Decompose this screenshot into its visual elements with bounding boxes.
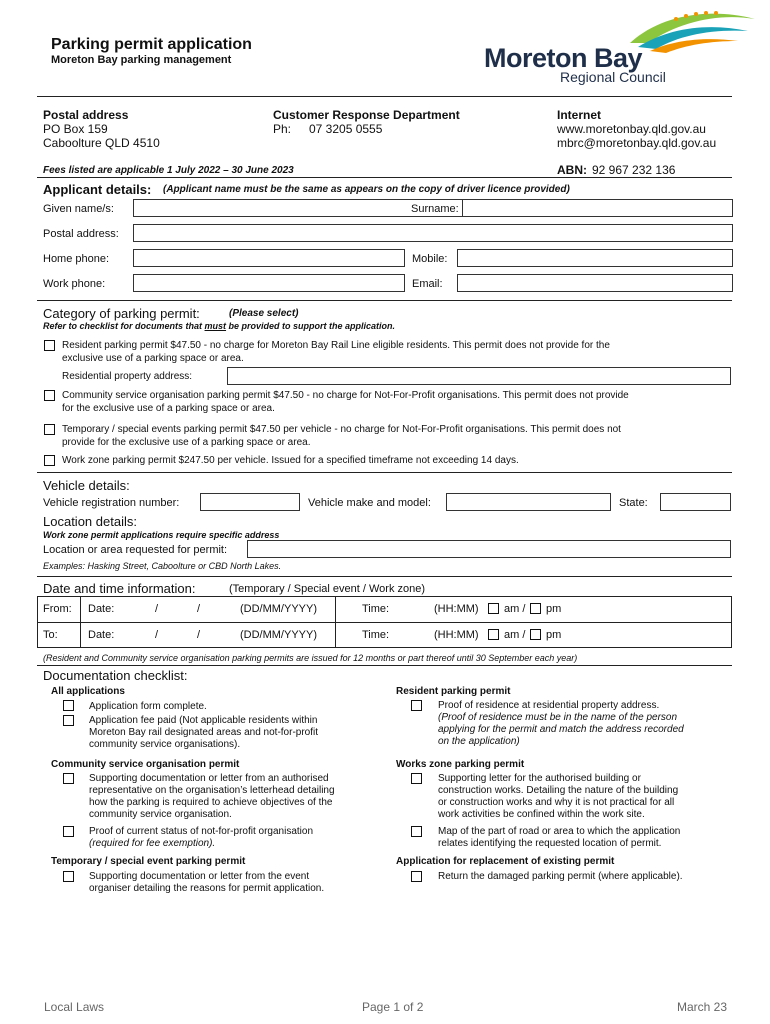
to-time-format: (HH:MM)	[434, 629, 479, 641]
resident-permit-checkbox[interactable]	[44, 340, 55, 351]
surname-input[interactable]	[462, 199, 733, 217]
location-note: Work zone permit applications require specific address	[43, 530, 280, 540]
postal-address-input[interactable]	[133, 224, 733, 242]
given-names-label: Given name/s:	[43, 203, 114, 215]
footer-right: March 23	[677, 1000, 728, 1014]
datetime-footnote: (Resident and Community service organisation parking permits are issued for 12 months or part thereof until 30 September each year)	[43, 653, 578, 663]
to-date-label: Date:	[88, 629, 115, 641]
internet-email[interactable]: mbrc@moretonbay.qld.gov.au	[557, 136, 717, 150]
from-date-format: (DD/MM/YYYY)	[240, 603, 317, 615]
page-subtitle: Moreton Bay parking management	[51, 54, 232, 66]
community-permit-line1: Community service organisation parking permit $47.50 - no charge for Not-For-Profit organisations. This permit does not provide	[62, 390, 629, 401]
to-date-slash2: /	[197, 629, 201, 641]
to-label: To:	[43, 629, 58, 641]
replacement-return-checkbox[interactable]	[411, 871, 422, 882]
resident-proof-text: Proof of residence at residential property address. (Proof of residence must be in the name of the person applying for the permit and match the address recorded on the application)	[438, 700, 684, 747]
internet-heading: Internet	[557, 108, 602, 122]
from-time-format: (HH:MM)	[434, 603, 479, 615]
internet-url[interactable]: www.moretonbay.qld.gov.au	[557, 122, 706, 136]
to-date-format: (DD/MM/YYYY)	[240, 629, 317, 641]
from-date-label: Date:	[88, 603, 115, 615]
divider	[37, 300, 732, 301]
from-date-slash1: /	[155, 603, 159, 615]
resident-proof-checkbox[interactable]	[411, 700, 422, 711]
resident-checklist-heading: Resident parking permit	[396, 686, 511, 697]
location-requested-input[interactable]	[247, 540, 731, 558]
temporary-permit-line1: Temporary / special events parking permit $47.50 per vehicle - no charge for Not-For-Profit organisations. This permit does not	[62, 424, 621, 435]
logo-wordmark: Moreton Bay	[484, 43, 643, 73]
vehicle-make-input[interactable]	[446, 493, 611, 511]
postal-line1: PO Box 159	[43, 122, 108, 136]
crd-phone-label: Ph:	[273, 122, 292, 136]
applicant-heading: Applicant details:	[43, 182, 152, 197]
to-am-label: am /	[504, 629, 526, 641]
datetime-heading: Date and time information:	[43, 581, 196, 596]
mobile-label: Mobile:	[412, 253, 448, 265]
postal-address-label: Postal address:	[43, 228, 119, 240]
location-requested-label: Location or area requested for permit:	[43, 544, 228, 556]
abn-value: 92 967 232 136	[592, 163, 676, 177]
all-fee-paid-checkbox[interactable]	[63, 715, 74, 726]
logo-subtext: Regional Council	[560, 69, 666, 85]
footer-page: Page 1 of 2	[362, 1000, 424, 1014]
replacement-heading: Application for replacement of existing permit	[396, 856, 615, 867]
workszone-map-checkbox[interactable]	[411, 826, 422, 837]
email-input[interactable]	[457, 274, 733, 292]
page-title: Parking permit application	[51, 36, 252, 53]
category-refer: Refer to checklist for documents that must be provided to support the application.	[43, 321, 396, 331]
cso-proof-text: Proof of current status of not-for-profit organisation (required for fee exemption).	[89, 826, 313, 849]
cso-documentation-checkbox[interactable]	[63, 773, 74, 784]
workzone-permit-text: Work zone parking permit $247.50 per vehicle. Issued for a specified timeframe not exceeding 14 days.	[62, 455, 519, 466]
from-date-slash2: /	[197, 603, 201, 615]
mobile-input[interactable]	[457, 249, 733, 267]
divider	[37, 177, 732, 178]
resident-permit-line1: Resident parking permit $47.50 - no charge for Moreton Bay Rail Line eligible residents. This permit does not provide for the	[62, 340, 610, 351]
temporary-documentation-text: Supporting documentation or letter from the event organiser detailing the reasons for permit application.	[89, 871, 325, 894]
work-phone-input[interactable]	[133, 274, 405, 292]
council-logo	[480, 5, 760, 87]
checklist-heading: Documentation checklist:	[43, 668, 188, 683]
workszone-letter-text: Supporting letter for the authorised building or construction works. Detailing the nature of the building or construction works and why it is not practical for all work activities be confined within the work site.	[438, 773, 679, 820]
divider	[37, 96, 732, 97]
crd-phone: 07 3205 0555	[309, 122, 383, 136]
replacement-return-text: Return the damaged parking permit (where applicable).	[438, 871, 683, 882]
temporary-permit-checkbox[interactable]	[44, 424, 55, 435]
workszone-map-text: Map of the part of road or area to which the application relates identifying the requested location of permit.	[438, 826, 681, 849]
resident-permit-line2: exclusive use of a parking space or area.	[62, 353, 244, 364]
to-pm-label: pm	[546, 629, 562, 641]
category-note: (Please select)	[229, 308, 299, 319]
crd-heading: Customer Response Department	[273, 108, 460, 122]
all-form-complete-checkbox[interactable]	[63, 700, 74, 711]
residential-address-label: Residential property address:	[62, 371, 193, 382]
home-phone-label: Home phone:	[43, 253, 110, 265]
from-am-checkbox[interactable]	[488, 603, 499, 614]
to-pm-checkbox[interactable]	[530, 629, 541, 640]
cso-heading: Community service organisation permit	[51, 759, 240, 770]
vehicle-rego-label: Vehicle registration number:	[43, 497, 180, 509]
all-fee-paid-text: Application fee paid (Not applicable residents within Moreton Bay rail designated areas and not-for-profit community service organisations).	[89, 715, 319, 750]
all-applications-heading: All applications	[51, 686, 125, 697]
from-pm-checkbox[interactable]	[530, 603, 541, 614]
vehicle-rego-input[interactable]	[200, 493, 300, 511]
vehicle-state-label: State:	[619, 497, 648, 509]
vehicle-make-label: Vehicle make and model:	[308, 497, 431, 509]
surname-label: Surname:	[411, 203, 459, 215]
community-permit-checkbox[interactable]	[44, 390, 55, 401]
email-label: Email:	[412, 278, 443, 290]
residential-address-input[interactable]	[227, 367, 731, 385]
home-phone-input[interactable]	[133, 249, 405, 267]
workszone-checklist-heading: Works zone parking permit	[396, 759, 525, 770]
location-examples: Examples: Hasking Street, Caboolture or CBD North Lakes.	[43, 561, 282, 571]
to-am-checkbox[interactable]	[488, 629, 499, 640]
to-time-label: Time:	[362, 629, 390, 641]
divider	[37, 665, 732, 666]
vehicle-state-input[interactable]	[660, 493, 731, 511]
from-pm-label: pm	[546, 603, 562, 615]
temporary-documentation-checkbox[interactable]	[63, 871, 74, 882]
datetime-note: (Temporary / Special event / Work zone)	[229, 583, 426, 595]
to-date-slash1: /	[155, 629, 159, 641]
temporary-heading: Temporary / special event parking permit	[51, 856, 246, 867]
category-heading: Category of parking permit:	[43, 306, 200, 321]
vehicle-heading: Vehicle details:	[43, 478, 130, 493]
applicant-note: (Applicant name must be the same as appears on the copy of driver licence provided)	[163, 184, 570, 195]
footer-left: Local Laws	[44, 1000, 105, 1014]
location-heading: Location details:	[43, 514, 137, 529]
workszone-letter-checkbox[interactable]	[411, 773, 422, 784]
cso-documentation-text: Supporting documentation or letter from an authorised representative on the organisation’s letterhead detailing how the parking is required to achieve objectives of the community service organisation.	[89, 773, 335, 820]
postal-heading: Postal address	[43, 108, 129, 122]
community-permit-line2: for the exclusive use of a parking space or area.	[62, 403, 275, 414]
divider	[37, 472, 732, 473]
work-phone-label: Work phone:	[43, 278, 106, 290]
temporary-permit-line2: provide for the exclusive use of a parking space or area.	[62, 437, 311, 448]
divider	[37, 576, 732, 577]
from-label: From:	[43, 603, 72, 615]
cso-proof-checkbox[interactable]	[63, 826, 74, 837]
abn-label: ABN:	[557, 163, 587, 177]
all-form-complete-text: Application form complete.	[89, 701, 207, 712]
postal-line2: Caboolture QLD 4510	[43, 136, 160, 150]
from-am-label: am /	[504, 603, 526, 615]
workzone-permit-checkbox[interactable]	[44, 455, 55, 466]
fees-note: Fees listed are applicable 1 July 2022 – 30 June 2023	[43, 165, 294, 176]
from-time-label: Time:	[362, 603, 390, 615]
